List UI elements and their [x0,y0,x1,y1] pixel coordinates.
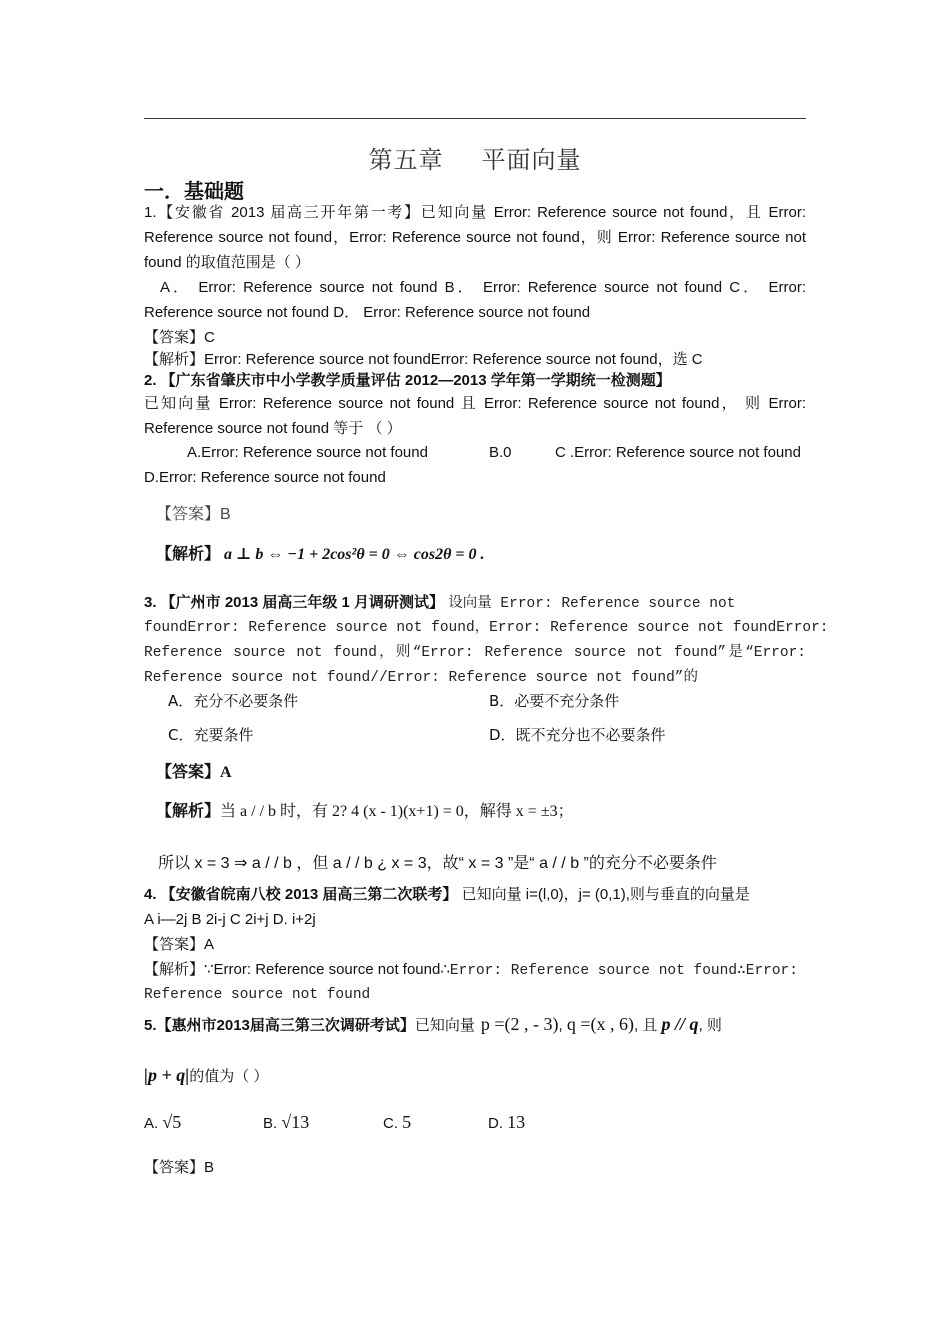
q3-line-1 [144,593,806,614]
q1-line-2: Reference source not found，Error: Reference source not found，则 Error: Reference source not [144,229,806,246]
q5-heading: 5.【惠州市2013届高三第三次调研考试】 [144,1017,415,1034]
q4-analysis-label: 【解析】∵Error: Reference source not found∴ [144,961,450,978]
q3-line-4: Reference source not found//Error: Reference source not found”的 [144,670,698,686]
q3-line-3: Reference source not found，则“Error: Reference source not found”是“Error: [144,645,806,661]
q3-analysis-line-2: 所以 x = 3 ⇒ a / / b ，但 a / / b ¿ x = 3，故“ x = 3 ”是“ a / / b ”的充分不必要条件 [158,855,717,872]
q1-line-1: 1.【安徽省 2013 届高三开年第一考】已知向量 Error: Reference source not found，且 Error: [144,204,806,221]
q3-answer-label: 【答案】 [156,764,221,781]
q2-line-1: 已知向量 Error: Reference source not found 且 Error: Reference source not found， 则 Error: [144,395,806,412]
q5-vector-p: p =(2 , - 3) [480,1014,559,1034]
q3-heading: 3. 【广州市 2013 届高三年级 1 月调研测试】 [144,594,445,611]
q2-option-a: A.Error: Reference source not found [187,444,428,461]
q5-answer: 【答案】B [144,1159,215,1176]
q5-vector-q: q =(x , 6) [566,1014,635,1034]
q4-analysis-line-2: Reference source not found [144,987,371,1003]
q2-analysis [156,545,484,565]
q1-options-line-2: Reference source not found D． Error: Reference source not found [144,304,591,321]
chapter-topic: 平面向量 [481,146,582,174]
q4-answer: 【答案】A [144,936,215,953]
q3-option-c: C．充要条件 [168,726,254,744]
q4-analysis-line-1 [144,960,806,981]
q3-analysis-line-1 [156,802,574,822]
q5-option-a-label: A. [144,1115,159,1132]
q5-option-b [263,1112,309,1134]
q5-option-c-value: 5 [402,1112,412,1132]
q3-line-2: foundError: Reference source not found，Error: Reference source not foundError: [144,620,829,636]
q1-analysis: 【解析】Error: Reference source not foundError: Reference source not found，选 C [144,351,703,368]
q5-option-d-value: 13 [507,1112,526,1132]
q5-option-b-label: B. [263,1115,278,1132]
q4-line-1-text: 已知向量 i=(l,0)，j= (0,1),则与垂直的向量是 [461,886,750,903]
q5-question-text: 的值为（ ） [189,1068,269,1085]
q3-analysis-text-1: 当 a / / b 时，有 2? 4 (x - 1)(x+1) = 0，解得 x = ±3； [220,803,574,820]
q2-line-2: Reference source not found 等于 （ ） [144,420,402,437]
q3-option-d: D．既不充分也不必要条件 [489,726,666,744]
q1-options-line-1: A． Error: Reference source not found B． Error: Reference source not found C． Error: [160,279,806,296]
q3-answer-value: A [220,764,232,781]
chapter-number: 第五章 [368,146,444,174]
q5-then: 则 [706,1017,722,1034]
q3-option-b: B．必要不充分条件 [489,692,620,710]
q5-option-d-label: D. [488,1115,503,1132]
q3-analysis-label: 【解析】 [156,803,221,820]
q2-analysis-math: a ⊥ b ⇔ −1 + 2cos²θ = 0 ⇔ cos2θ = 0 . [224,546,485,563]
section-heading: 一．基础题 [144,179,244,203]
q1-answer: 【答案】C [144,329,215,346]
q5-option-c [383,1112,411,1134]
q4-options: A i—2j B 2i-j C 2i+j D. i+2j [144,911,316,928]
q5-abs-sum: |p + q| [144,1065,190,1085]
q1-line-3: found 的取值范围是（ ） [144,254,310,271]
q4-line-1 [144,885,806,905]
q2-answer: 【答案】B [156,506,231,523]
q5-line-1: 5.【惠州市2013届高三第三次调研考试】已知向量 p =(2 , - 3), q =(x , 6), 且 p // q, 则 [144,1014,722,1034]
q3-option-a: A．充分不必要条件 [168,692,299,710]
q5-option-a [144,1112,181,1134]
q5-option-b-value: √13 [281,1112,310,1132]
q5-option-a-value: √5 [162,1112,182,1132]
q5-option-d [488,1112,525,1134]
q2-heading: 2. 【广东省肇庆市中小学教学质量评估 2012—2013 学年第一学期统一检测题】 [144,372,671,389]
q2-analysis-label: 【解析】 [156,546,221,563]
q4-analysis-text: Error: Reference source not found∴Error: [449,963,798,979]
q5-option-c-label: C. [383,1115,398,1132]
q5-condition: p // q [661,1014,699,1034]
header-rule [144,118,806,119]
q5-given-text: 已知向量 [414,1017,475,1034]
q3-answer [156,763,232,783]
chapter-title [0,140,950,175]
q2-option-d: D.Error: Reference source not found [144,469,386,486]
q5-line-2 [144,1062,806,1090]
q4-heading: 4. 【安徽省皖南八校 2013 届高三第二次联考】 [144,886,458,903]
q2-option-b: B.0 [489,444,512,461]
q2-option-c: C .Error: Reference source not found [555,444,801,461]
q3-line-1-text: 设向量 Error: Reference source not [448,596,736,612]
